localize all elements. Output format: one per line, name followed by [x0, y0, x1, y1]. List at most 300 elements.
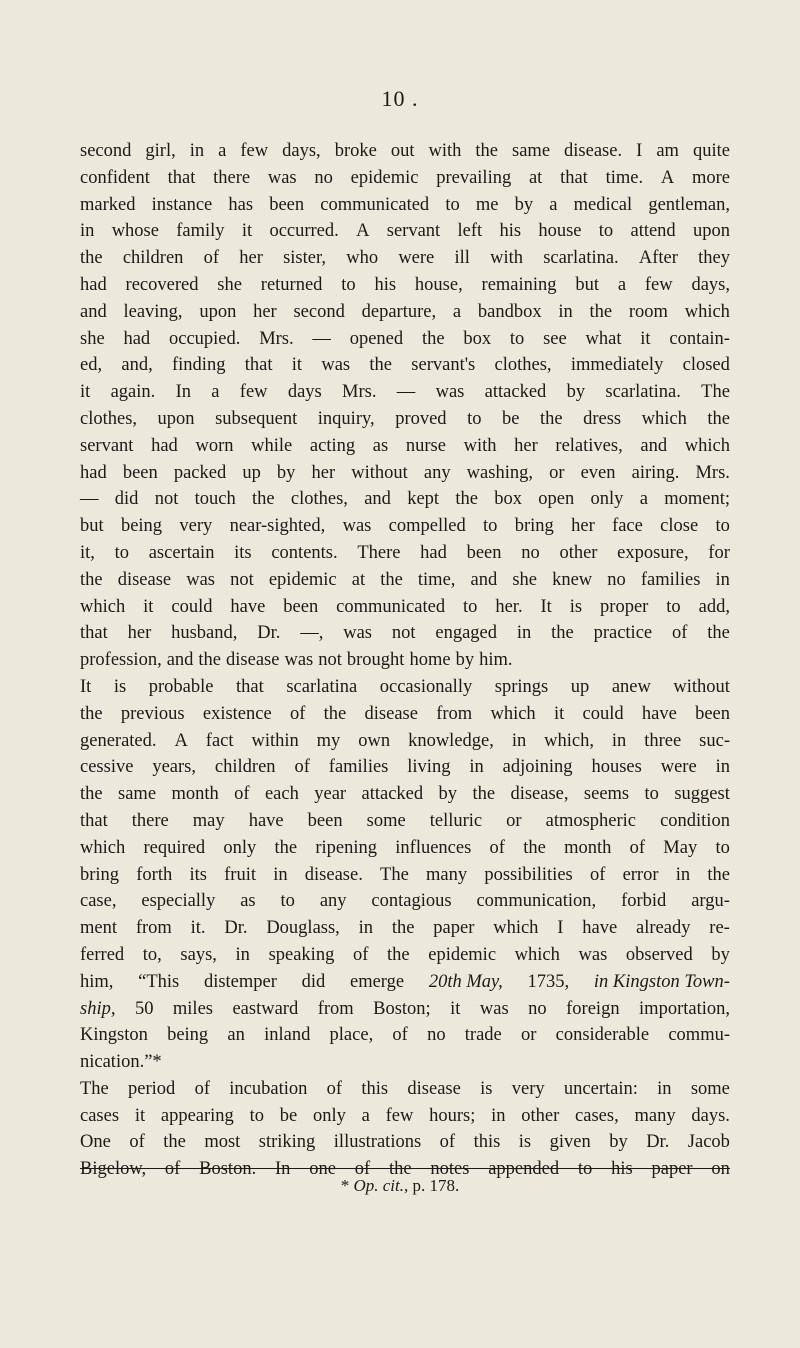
- text-line: [80, 728, 730, 755]
- word: of: [129, 1132, 145, 1153]
- word: to: [463, 596, 478, 617]
- word: few: [240, 141, 269, 161]
- footnote-marker: *: [340, 1176, 354, 1195]
- word: month: [564, 837, 612, 858]
- word: not: [154, 489, 179, 510]
- word: proved: [395, 408, 447, 429]
- word: in: [675, 864, 691, 885]
- word: ed,: [80, 355, 103, 376]
- word: husband,: [171, 623, 238, 644]
- word: occurred.: [269, 221, 339, 242]
- word: Dr.: [224, 918, 248, 939]
- word: been: [122, 462, 158, 483]
- word: to: [644, 784, 659, 805]
- word: for: [708, 542, 730, 563]
- word: had: [80, 462, 107, 483]
- word: no: [607, 569, 626, 590]
- word: to: [467, 408, 482, 429]
- word: other: [521, 1105, 560, 1126]
- word: cases,: [575, 1105, 619, 1126]
- word: disease,: [510, 784, 569, 805]
- word: importation,: [639, 998, 730, 1019]
- word: A: [356, 221, 370, 242]
- word: not: [391, 623, 416, 644]
- word: her: [253, 301, 277, 322]
- text-line: [80, 540, 730, 567]
- word: clothes,: [494, 355, 552, 376]
- word: more: [691, 167, 730, 188]
- word: considerable: [555, 1025, 650, 1046]
- word: scarlatina: [286, 676, 358, 697]
- word: clothes,: [290, 489, 348, 510]
- word: have: [230, 596, 266, 617]
- word: be: [279, 1105, 298, 1126]
- word: same: [512, 141, 551, 161]
- word: probable: [148, 676, 214, 697]
- word: disease: [407, 1078, 461, 1099]
- text-line: [80, 433, 730, 460]
- word: been: [307, 810, 343, 831]
- word: had: [123, 328, 151, 349]
- word: quite: [692, 141, 730, 161]
- word: could: [171, 596, 213, 617]
- word: Dr.: [257, 623, 281, 644]
- word: see: [543, 328, 567, 349]
- word: only: [590, 489, 624, 510]
- word: upon: [157, 408, 195, 429]
- word: to: [280, 891, 295, 912]
- word: any: [319, 891, 347, 912]
- word: add,: [698, 596, 730, 617]
- word: adjoining: [502, 757, 573, 778]
- word: children: [214, 757, 276, 778]
- word: proper: [600, 596, 649, 617]
- word: was: [435, 382, 465, 403]
- word: illustrations: [333, 1132, 422, 1153]
- word: a: [361, 1105, 370, 1126]
- word: only: [312, 1105, 346, 1126]
- footnote-rule: [80, 1168, 730, 1169]
- word: of: [352, 944, 369, 965]
- word: of: [294, 757, 310, 778]
- word: she: [217, 274, 242, 295]
- body-text: [80, 138, 730, 1183]
- word: place,: [329, 1025, 374, 1046]
- word: is: [518, 1132, 532, 1153]
- word: communicated: [336, 596, 446, 617]
- word: by: [566, 382, 586, 403]
- word: with: [490, 248, 523, 269]
- text-line: [80, 138, 730, 165]
- word: second: [293, 301, 345, 322]
- word: sister,: [283, 248, 327, 269]
- word: to,: [142, 944, 162, 965]
- word: a: [617, 274, 627, 295]
- word: no: [427, 1025, 446, 1046]
- word: of: [234, 784, 250, 805]
- text-line: [80, 218, 730, 245]
- word: After: [638, 248, 678, 269]
- word: living: [407, 757, 451, 778]
- text-line: [80, 808, 730, 835]
- word: of: [194, 1078, 211, 1099]
- word: not: [318, 650, 342, 671]
- word: and: [364, 489, 391, 510]
- word: it.: [190, 918, 206, 939]
- word: the: [380, 569, 403, 590]
- word: recovered: [125, 274, 199, 295]
- word: in: [715, 757, 730, 778]
- word: this: [361, 1078, 389, 1099]
- word: engaged: [435, 623, 497, 644]
- word: it: [450, 998, 461, 1019]
- word: to: [715, 516, 730, 537]
- word: was: [267, 167, 297, 188]
- word: touch: [194, 489, 236, 510]
- word: near-sighted,: [229, 516, 326, 537]
- word: time.: [605, 167, 644, 188]
- word: contagious: [371, 891, 452, 912]
- word: I: [557, 918, 564, 939]
- word: it: [553, 703, 565, 724]
- word: her: [239, 248, 263, 269]
- word: scarlatina.: [543, 248, 619, 269]
- text-line: [80, 1129, 730, 1156]
- word: Jacob: [687, 1132, 730, 1153]
- word: but: [575, 274, 600, 295]
- word: her: [514, 435, 538, 456]
- word: remaining: [481, 274, 557, 295]
- word: box: [463, 328, 492, 349]
- word: to: [341, 274, 356, 295]
- word: it: [143, 596, 154, 617]
- word: subsequent: [215, 408, 298, 429]
- word: inland: [264, 1025, 311, 1046]
- word: in: [715, 569, 730, 590]
- word: been: [466, 542, 502, 563]
- word: have: [582, 918, 618, 939]
- word: within: [251, 730, 299, 751]
- word: The: [701, 382, 730, 403]
- word: A: [174, 730, 188, 751]
- word: bring: [514, 516, 554, 537]
- word: atmospheric: [545, 810, 637, 831]
- word: without: [351, 462, 408, 483]
- text-line: [80, 1076, 730, 1103]
- word: the: [391, 918, 415, 939]
- word: The: [80, 1078, 109, 1099]
- text-line: [80, 486, 730, 513]
- text-line: [80, 379, 730, 406]
- word: Mrs.: [342, 382, 377, 403]
- word: with: [428, 141, 462, 161]
- word: inquiry,: [317, 408, 375, 429]
- word: while: [251, 435, 293, 456]
- word: in: [558, 301, 573, 322]
- word: acting: [309, 435, 356, 456]
- word: Mrs.: [259, 328, 294, 349]
- text-line: [80, 352, 730, 379]
- word: moment;: [664, 489, 730, 510]
- word: each: [264, 784, 299, 805]
- text-line: [80, 888, 730, 915]
- word: second: [80, 141, 132, 161]
- word: of: [289, 703, 306, 724]
- word: days,: [282, 141, 321, 161]
- word: to: [114, 542, 129, 563]
- word: knew: [552, 569, 593, 590]
- word: the: [369, 355, 392, 376]
- word: in: [516, 623, 532, 644]
- word: his: [499, 221, 522, 242]
- word: they: [698, 248, 730, 269]
- word: as: [372, 435, 389, 456]
- word: was: [343, 623, 372, 644]
- word: few: [385, 1105, 414, 1126]
- text-line: [80, 754, 730, 781]
- text-line: [80, 942, 730, 969]
- word: few: [644, 274, 673, 295]
- word: miles: [172, 998, 213, 1019]
- word: disease: [117, 569, 172, 590]
- word: appearing: [160, 1105, 234, 1126]
- word: from: [436, 703, 473, 724]
- text-line: [80, 165, 730, 192]
- word: of: [489, 837, 505, 858]
- word: of: [203, 248, 220, 269]
- word: argu-: [691, 891, 730, 912]
- word: previous: [120, 703, 185, 724]
- word: no: [521, 542, 540, 563]
- word: A: [660, 167, 675, 188]
- word: that: [167, 167, 196, 188]
- word: “This: [138, 971, 180, 992]
- word: disease: [226, 650, 280, 671]
- word: same: [118, 784, 157, 805]
- word: servant: [386, 221, 441, 242]
- word: him.: [479, 650, 513, 671]
- word: very: [511, 1078, 545, 1099]
- word: being: [120, 516, 163, 537]
- word: its: [234, 542, 252, 563]
- word: this: [473, 1132, 501, 1153]
- word: fruit: [224, 864, 256, 885]
- word: to: [249, 1105, 264, 1126]
- word: given: [549, 1132, 591, 1153]
- word: is: [480, 1078, 493, 1099]
- word: of: [354, 1159, 371, 1180]
- word: the: [472, 784, 496, 805]
- word: has: [228, 194, 254, 215]
- word: up: [242, 462, 261, 483]
- text-line: [80, 513, 730, 540]
- word: had: [420, 542, 447, 563]
- word: in: [611, 730, 627, 751]
- word: uncertain:: [563, 1078, 638, 1099]
- word: upon: [199, 301, 237, 322]
- word: me: [475, 194, 499, 215]
- text-line: [80, 701, 730, 728]
- word: ill: [454, 248, 470, 269]
- word: it,: [80, 542, 95, 563]
- word: in: [657, 1078, 672, 1099]
- word: 50: [134, 998, 154, 1019]
- word: paper: [433, 918, 475, 939]
- word: be: [501, 408, 520, 429]
- word: girl,: [145, 141, 176, 161]
- word: to: [445, 194, 460, 215]
- word: ship,: [80, 998, 116, 1019]
- word: which: [684, 435, 730, 456]
- word: in: [80, 221, 95, 242]
- word: commu-: [668, 1025, 730, 1046]
- word: with: [463, 435, 497, 456]
- word: the: [163, 1132, 186, 1153]
- word: leaving,: [123, 301, 183, 322]
- word: it: [291, 355, 303, 376]
- word: clothes,: [80, 408, 138, 429]
- word: knowledge,: [408, 730, 494, 751]
- word: period: [128, 1078, 176, 1099]
- word: could: [582, 703, 624, 724]
- word: springs: [494, 676, 549, 697]
- word: is: [113, 676, 127, 697]
- word: and: [80, 301, 107, 322]
- word: cases: [80, 1105, 120, 1126]
- word: very: [179, 516, 213, 537]
- word: her: [311, 462, 336, 483]
- word: most: [204, 1132, 241, 1153]
- word: some: [690, 1078, 730, 1099]
- word: packed: [173, 462, 227, 483]
- word: of: [164, 1159, 181, 1180]
- word: servant: [80, 435, 134, 456]
- word: 1735,: [527, 971, 570, 992]
- word: there: [213, 167, 251, 188]
- word: her.: [495, 596, 523, 617]
- text-line: [80, 647, 730, 674]
- word: left: [457, 221, 483, 242]
- word: already: [636, 918, 691, 939]
- text-line: [80, 1049, 730, 1076]
- text-line: [80, 620, 730, 647]
- text-line: [80, 862, 730, 889]
- word: nication.”*: [80, 1052, 162, 1073]
- word: may: [192, 810, 225, 831]
- word: many: [634, 1105, 676, 1126]
- word: 20th May,: [428, 971, 503, 992]
- word: family: [176, 221, 225, 242]
- text-line: [80, 1103, 730, 1130]
- word: face: [612, 516, 643, 537]
- word: to: [483, 516, 498, 537]
- text-line: [80, 594, 730, 621]
- word: seems: [583, 784, 630, 805]
- word: was: [578, 944, 608, 965]
- word: In: [175, 382, 191, 403]
- word: of: [629, 837, 646, 858]
- word: generated.: [80, 730, 157, 751]
- word: without: [673, 676, 730, 697]
- word: which: [80, 837, 126, 858]
- word: hours;: [429, 1105, 476, 1126]
- word: the: [475, 141, 498, 161]
- word: prevailing: [436, 167, 512, 188]
- word: —: [80, 489, 99, 510]
- word: had: [80, 274, 107, 295]
- word: the: [388, 1159, 412, 1180]
- word: by: [609, 1132, 628, 1153]
- word: bandbox: [477, 301, 542, 322]
- word: which,: [544, 730, 594, 751]
- word: been: [283, 596, 319, 617]
- word: closed: [682, 355, 730, 376]
- word: foreign: [566, 998, 620, 1019]
- word: forth: [136, 864, 173, 885]
- text-line: [80, 326, 730, 353]
- word: many: [426, 864, 468, 885]
- word: was: [321, 355, 351, 376]
- word: May: [663, 837, 698, 858]
- word: it: [640, 328, 651, 349]
- word: case,: [80, 891, 117, 912]
- text-line: [80, 835, 730, 862]
- word: in: [358, 918, 374, 939]
- word: to: [598, 221, 614, 242]
- word: the: [421, 328, 445, 349]
- word: There: [357, 542, 401, 563]
- word: servant's: [411, 355, 476, 376]
- word: or: [549, 462, 565, 483]
- word: opened: [349, 328, 404, 349]
- word: an: [227, 1025, 245, 1046]
- word: but: [80, 516, 104, 537]
- word: the: [539, 408, 563, 429]
- word: fact: [205, 730, 234, 751]
- word: bring: [80, 864, 120, 885]
- word: her: [127, 623, 152, 644]
- word: to: [577, 1159, 593, 1180]
- word: house: [538, 221, 582, 242]
- word: box: [494, 489, 522, 510]
- word: departure,: [361, 301, 437, 322]
- word: contain-: [669, 328, 730, 349]
- text-line: [80, 781, 730, 808]
- word: re-: [709, 918, 730, 939]
- text-line: [80, 969, 730, 996]
- text-line: [80, 299, 730, 326]
- word: the: [252, 489, 275, 510]
- word: which: [490, 703, 536, 724]
- word: returned: [260, 274, 323, 295]
- word: In: [275, 1159, 291, 1180]
- word: not: [230, 569, 254, 590]
- word: was: [342, 516, 372, 537]
- word: the: [80, 569, 103, 590]
- word: and: [166, 650, 194, 671]
- word: occasionally: [379, 676, 473, 697]
- word: houses: [591, 757, 642, 778]
- word: open: [538, 489, 575, 510]
- word: other: [559, 542, 598, 563]
- word: epidemic: [268, 569, 337, 590]
- word: in: [491, 1105, 506, 1126]
- word: and: [470, 569, 498, 590]
- word: anew: [611, 676, 651, 697]
- word: speaking: [268, 944, 335, 965]
- word: of: [589, 864, 606, 885]
- word: forbid: [621, 891, 667, 912]
